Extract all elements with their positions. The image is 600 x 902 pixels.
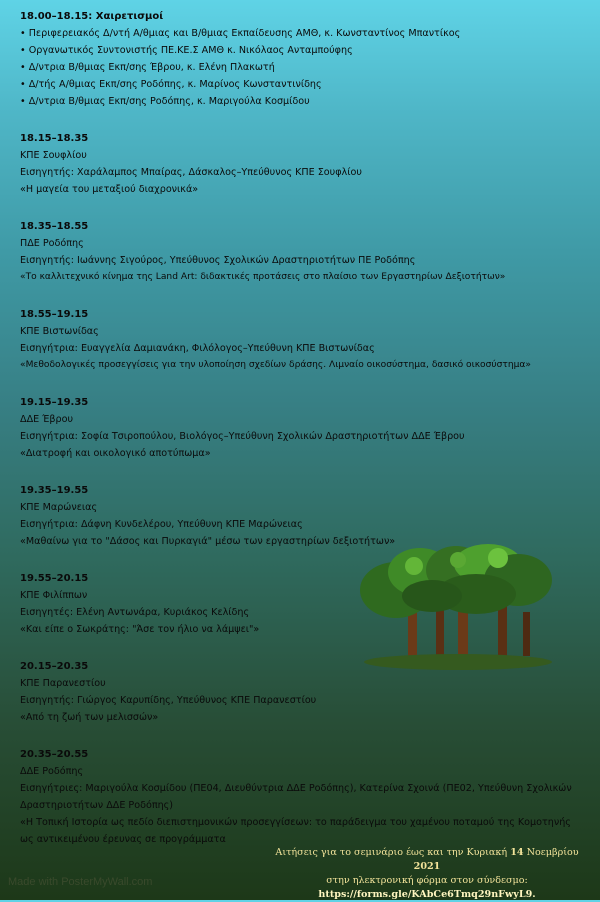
session-time: 20.35–20.55 — [20, 749, 89, 760]
session-time: 18.15–18.35 — [20, 133, 89, 144]
session-org: ΔΔΕ Ροδόπης — [20, 766, 84, 777]
session-topic: «Η μαγεία του μεταξιού διαχρονικά» — [20, 184, 199, 195]
session-org: ΚΠΕ Σουφλίου — [20, 150, 87, 161]
footer-line-2: στην ηλεκτρονική φόρμα στον σύνδεσμο: — [326, 875, 528, 886]
welcome-item: • Οργανωτικός Συντονιστής ΠΕ.ΚΕ.Σ ΑΜΘ κ. Νικόλαος Ανταμπούφης — [20, 42, 580, 59]
session-topic: «Μεθοδολογικές προσεγγίσεις για την υλοποίηση σχεδίων δράσης. Λιμναίο οικοσύστημα, δασικό οικοσύστημα» — [20, 360, 531, 370]
watermark: Made with PosterMyWall.com — [8, 876, 153, 888]
welcome-list — [20, 25, 580, 110]
footer-date-year: 2021 — [413, 861, 441, 872]
footer-date-day: 14 — [510, 847, 524, 858]
session-2 — [20, 218, 580, 286]
footer-line-1 — [262, 846, 592, 874]
session-org: ΔΔΕ Έβρου — [20, 414, 74, 425]
trees-illustration — [358, 542, 554, 672]
session-topic: «Το καλλιτεχνικό κίνημα της Land Art: διδακτικές προτάσεις στο πλαίσιο των Εργαστηρίων Δεξιοτήτων» — [20, 272, 506, 282]
session-8 — [20, 746, 580, 848]
session-4 — [20, 394, 580, 462]
registration-note — [262, 846, 592, 902]
session-5 — [20, 482, 580, 550]
welcome-item: • Περιφερειακός Δ/ντή Α/θμιας και Β/θμιας Εκπαίδευσης ΑΜΘ, κ. Κωνσταντίνος Μπαντίκος — [20, 25, 580, 42]
session-time: 18.35–18.55 — [20, 221, 89, 232]
session-topic: «Και είπε ο Σωκράτης: "Άσε τον ήλιο να λάμψει"» — [20, 624, 260, 635]
session-org: ΚΠΕ Φιλίππων — [20, 590, 88, 601]
session-time: 20.15–20.35 — [20, 661, 89, 672]
session-org: ΚΠΕ Μαρώνειας — [20, 502, 98, 513]
session-topic: «Η Τοπική Ιστορία ως πεδίο διεπιστημονικών προσεγγίσεων: το παράδειγμα του χαμένου ποταμού της Κομοτηνής ως αντικειμένου έρευνας σε προγράμματα — [20, 817, 571, 845]
session-3 — [20, 306, 580, 374]
welcome-time: 18.00–18.15: Χαιρετισμοί — [20, 11, 164, 22]
session-time: 19.55–20.15 — [20, 573, 89, 584]
session-topic: «Διατροφή και οικολογικό αποτύπωμα» — [20, 448, 211, 459]
session-org: ΚΠΕ Βιστωνίδας — [20, 326, 99, 337]
welcome-item: • Δ/ντρια Β/θμιας Εκπ/σης Έβρου, κ. Ελένη Πλακωτή — [20, 59, 580, 76]
session-speaker: Εισηγήτριες: Μαριγούλα Κοσμίδου (ΠΕ04, Διευθύντρια ΔΔΕ Ροδόπης), Κατερίνα Σχοινά (ΠΕ02, Υπεύθυνη Σχολικών Δραστηριοτήτων ΔΔΕ Ροδόπης) — [20, 783, 572, 811]
session-speaker: Εισηγητής: Γιώργος Καρυπίδης, Υπεύθυνος ΚΠΕ Παρανεστίου — [20, 695, 317, 706]
session-1 — [20, 130, 580, 198]
session-speaker: Εισηγήτρια: Σοφία Τσιροπούλου, Βιολόγος–Υπεύθυνη Σχολικών Δραστηριοτήτων ΔΔΕ Έβρου — [20, 431, 465, 442]
registration-link[interactable]: https://forms.gle/KAbCe6Tmq29nFwyL9. — [318, 889, 536, 900]
session-speaker: Εισηγήτρια: Ευαγγελία Δαμιανάκη, Φιλόλογος–Υπεύθυνη ΚΠΕ Βιστωνίδας — [20, 343, 375, 354]
footer-date-month: Νοεμβρίου — [526, 847, 579, 858]
session-speaker: Εισηγητής: Χαράλαμπος Μπαίρας, Δάσκαλος–Υπεύθυνος ΚΠΕ Σουφλίου — [20, 167, 362, 178]
session-speaker: Εισηγητής: Ιωάννης Σιγούρος, Υπεύθυνος Σχολικών Δραστηριοτήτων ΠΕ Ροδόπης — [20, 255, 416, 266]
program — [20, 8, 580, 848]
session-org: ΠΔΕ Ροδόπης — [20, 238, 84, 249]
welcome-item: • Δ/ντρια Β/θμιας Εκπ/σης Ροδόπης, κ. Μαριγούλα Κοσμίδου — [20, 93, 580, 110]
session-topic: «Μαθαίνω για το "Δάσος και Πυρκαγιά" μέσω των εργαστηρίων δεξιοτήτων» — [20, 536, 396, 547]
welcome-block — [20, 8, 580, 110]
session-time: 19.35–19.55 — [20, 485, 89, 496]
session-topic: «Από τη ζωή των μελισσών» — [20, 712, 159, 723]
session-speaker: Εισηγήτρια: Δάφνη Κυνδελέρου, Υπεύθυνη ΚΠΕ Μαρώνειας — [20, 519, 303, 530]
session-time: 19.15–19.35 — [20, 397, 89, 408]
session-org: ΚΠΕ Παρανεστίου — [20, 678, 106, 689]
session-time: 18.55–19.15 — [20, 309, 89, 320]
welcome-item: • Δ/τής Α/θμιας Εκπ/σης Ροδόπης, κ. Μαρίνος Κωνσταντινίδης — [20, 76, 580, 93]
session-speaker: Εισηγητές: Ελένη Αντωνάρα, Κυριάκος Κελίδης — [20, 607, 250, 618]
footer-text: Αιτήσεις για το σεμινάριο έως και την Κυριακή — [275, 847, 508, 858]
